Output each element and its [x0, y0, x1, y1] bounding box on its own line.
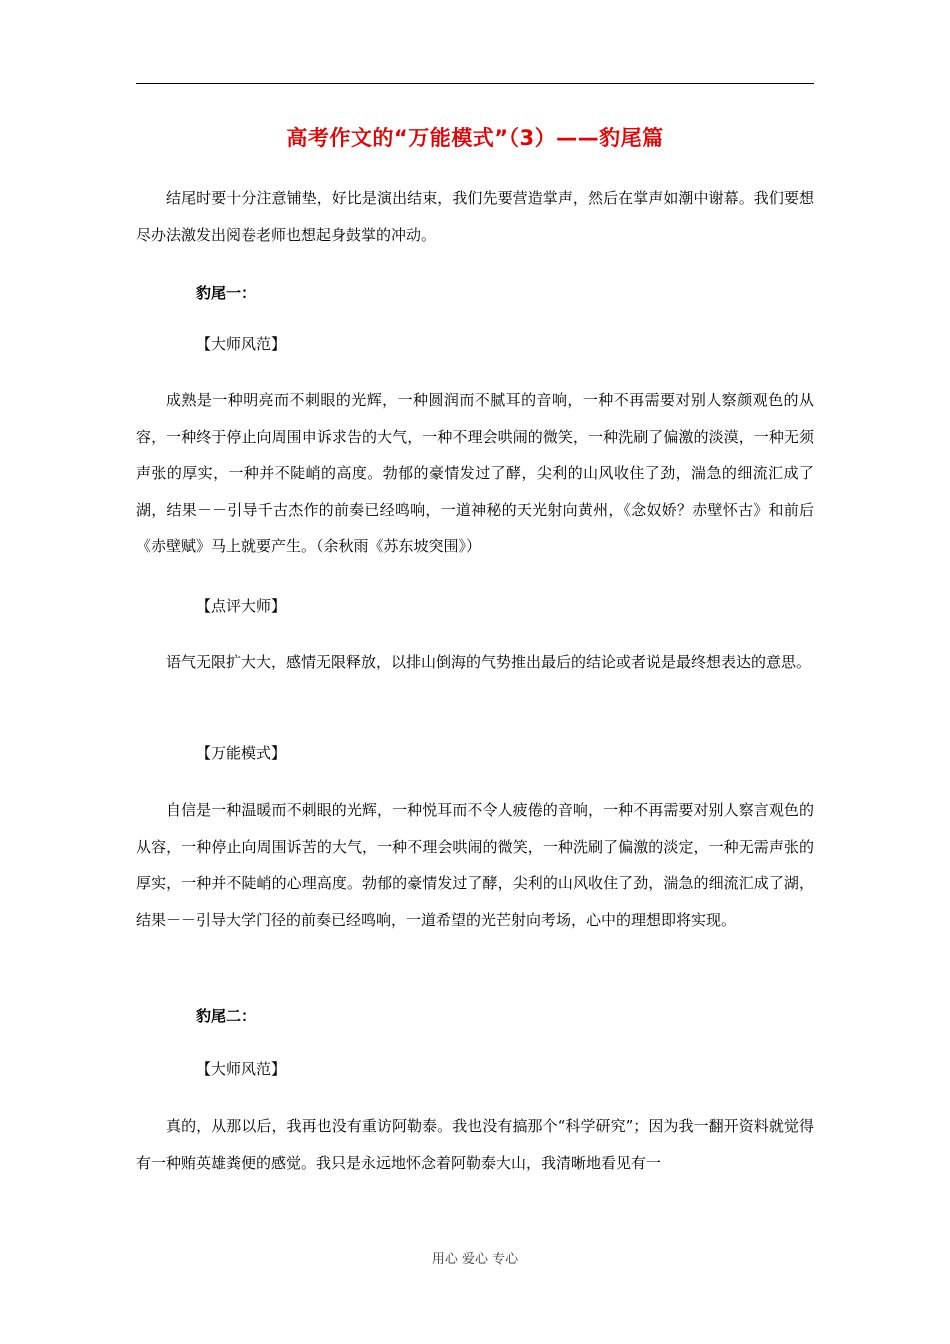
section1-comment-text: 语气无限扩大大，感情无限释放，以排山倒海的气势推出最后的结论或者说是最终想表达的意思。: [166, 653, 812, 671]
section2-master-label: 【大师风范】: [196, 1060, 287, 1078]
intro-paragraph: 结尾时要十分注意铺垫，好比是演出结束，我们先要营造掌声，然后在掌声如潮中谢幕。我们要想尽办法激发出阅卷老师也想起身鼓掌的冲动。: [136, 189, 814, 244]
section2-heading: 豹尾二：: [196, 1007, 257, 1025]
page-title: 高考作文的“万能模式”（3）——豹尾篇: [286, 126, 664, 150]
section1-heading: 豹尾一：: [196, 284, 257, 302]
section1-mode-text: 自信是一种温暖而不刺眼的光辉，一种悦耳而不令人疲倦的音响，一种不再需要对别人察言观色的从容，一种停止向周围诉苦的大气，一种不理会哄闹的微笑，一种洗刷了偏激的淡定，一种无需声张的厚实，一种并不陡峭的心理高度。勃郁的豪情发过了酵，尖利的山风收住了劲，湍急的细流汇成了湖，结果－－引导大学门径的前奏已经鸣响，一道希望的光芒射向考场，心中的理想即将实现。: [136, 801, 814, 929]
section1-comment-label: 【点评大师】: [196, 597, 287, 615]
header-rule: [136, 83, 814, 84]
section1-master-label: 【大师风范】: [196, 335, 287, 353]
section1-master-text: 成熟是一种明亮而不刺眼的光辉，一种圆润而不腻耳的音响，一种不再需要对别人察颜观色的从容，一种终于停止向周围申诉求告的大气，一种不理会哄闹的微笑，一种洗刷了偏激的淡漠，一种无须声张的厚实，一种并不陡峭的高度。勃郁的豪情发过了酵，尖利的山风收住了劲，湍急的细流汇成了湖，结果－－引导千古杰作的前奏已经鸣响，一道神秘的天光射向黄州，《念奴娇？赤壁怀古》和前后《赤壁赋》马上就要产生。（余秋雨《苏东坡突围》）: [136, 391, 814, 555]
section2-master-text: 真的，从那以后，我再也没有重访阿勒泰。我也没有搞那个“科学研究”；因为我一翻开资料就觉得有一种贿英雄粪便的感觉。我只是永远地怀念着阿勒泰大山，我清晰地看见有一: [136, 1117, 814, 1172]
section1-mode-label: 【万能模式】: [196, 744, 287, 762]
page-footer: 用心 爱心 专心: [431, 1252, 519, 1267]
